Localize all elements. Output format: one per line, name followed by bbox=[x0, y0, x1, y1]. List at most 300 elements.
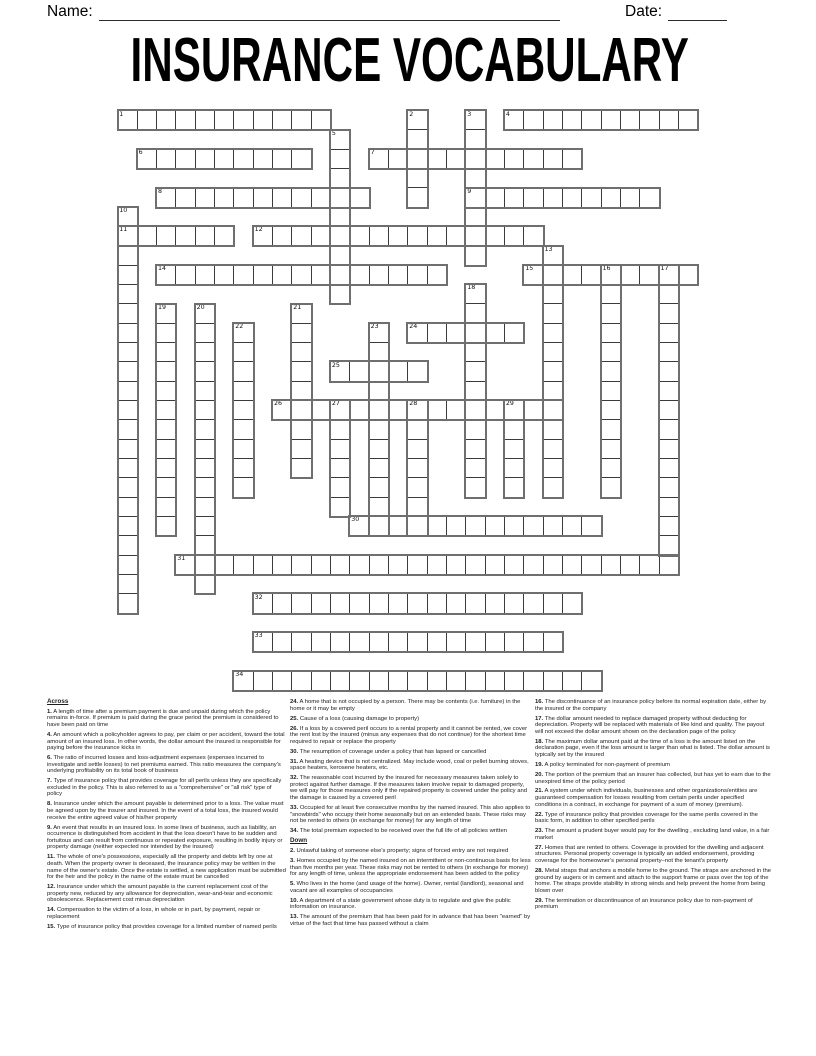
grid-cell[interactable] bbox=[233, 323, 254, 344]
grid-cell[interactable] bbox=[485, 555, 506, 576]
grid-cell[interactable] bbox=[117, 477, 138, 498]
grid-cell[interactable] bbox=[369, 381, 390, 402]
grid-cell[interactable] bbox=[195, 555, 216, 576]
grid-cell[interactable] bbox=[330, 439, 351, 460]
grid-cell[interactable] bbox=[291, 593, 312, 614]
grid-cell[interactable] bbox=[311, 593, 332, 614]
grid-cell[interactable] bbox=[388, 593, 409, 614]
grid-cell[interactable] bbox=[581, 516, 602, 537]
grid-cell[interactable] bbox=[543, 342, 564, 363]
grid-cell[interactable] bbox=[659, 555, 680, 576]
grid-cell[interactable] bbox=[369, 671, 390, 692]
grid-cell[interactable] bbox=[465, 226, 486, 247]
grid-cell[interactable] bbox=[446, 226, 467, 247]
grid-cell[interactable] bbox=[407, 593, 428, 614]
grid-cell[interactable] bbox=[581, 110, 602, 131]
grid-cell[interactable] bbox=[214, 187, 235, 208]
grid-cell[interactable] bbox=[330, 226, 351, 247]
grid-cell[interactable] bbox=[253, 671, 274, 692]
grid-cell[interactable] bbox=[253, 265, 274, 286]
grid-cell[interactable] bbox=[349, 187, 370, 208]
grid-cell[interactable] bbox=[291, 419, 312, 440]
grid-cell[interactable] bbox=[465, 284, 486, 305]
grid-cell[interactable] bbox=[117, 381, 138, 402]
grid-cell[interactable] bbox=[117, 497, 138, 518]
grid-cell[interactable] bbox=[446, 400, 467, 421]
grid-cell[interactable] bbox=[485, 593, 506, 614]
grid-cell[interactable] bbox=[407, 361, 428, 382]
grid-cell[interactable] bbox=[543, 671, 564, 692]
grid-cell[interactable] bbox=[465, 593, 486, 614]
grid-cell[interactable] bbox=[407, 477, 428, 498]
grid-cell[interactable] bbox=[504, 671, 525, 692]
grid-cell[interactable] bbox=[291, 342, 312, 363]
grid-cell[interactable] bbox=[311, 555, 332, 576]
grid-cell[interactable] bbox=[330, 187, 351, 208]
grid-cell[interactable] bbox=[465, 632, 486, 653]
grid-cell[interactable] bbox=[349, 226, 370, 247]
grid-cell[interactable] bbox=[233, 149, 254, 170]
grid-cell[interactable] bbox=[175, 187, 196, 208]
grid-cell[interactable] bbox=[659, 419, 680, 440]
grid-cell[interactable] bbox=[233, 671, 254, 692]
grid-cell[interactable] bbox=[543, 632, 564, 653]
grid-cell[interactable] bbox=[117, 361, 138, 382]
grid-cell[interactable] bbox=[407, 129, 428, 150]
grid-cell[interactable] bbox=[233, 400, 254, 421]
grid-cell[interactable] bbox=[562, 593, 583, 614]
grid-cell[interactable] bbox=[581, 265, 602, 286]
grid-cell[interactable] bbox=[639, 110, 660, 131]
grid-cell[interactable] bbox=[349, 593, 370, 614]
grid-cell[interactable] bbox=[427, 265, 448, 286]
grid-cell[interactable] bbox=[117, 303, 138, 324]
grid-cell[interactable] bbox=[349, 632, 370, 653]
grid-cell[interactable] bbox=[659, 497, 680, 518]
grid-cell[interactable] bbox=[175, 555, 196, 576]
grid-cell[interactable] bbox=[156, 187, 177, 208]
grid-cell[interactable] bbox=[311, 110, 332, 131]
grid-cell[interactable] bbox=[543, 400, 564, 421]
grid-cell[interactable] bbox=[543, 458, 564, 479]
grid-cell[interactable] bbox=[427, 555, 448, 576]
grid-cell[interactable] bbox=[156, 419, 177, 440]
grid-cell[interactable] bbox=[543, 284, 564, 305]
grid-cell[interactable] bbox=[562, 671, 583, 692]
grid-cell[interactable] bbox=[504, 400, 525, 421]
grid-cell[interactable] bbox=[117, 439, 138, 460]
grid-cell[interactable] bbox=[117, 342, 138, 363]
grid-cell[interactable] bbox=[601, 323, 622, 344]
grid-cell[interactable] bbox=[349, 265, 370, 286]
grid-cell[interactable] bbox=[388, 516, 409, 537]
grid-cell[interactable] bbox=[678, 265, 699, 286]
grid-cell[interactable] bbox=[233, 439, 254, 460]
grid-cell[interactable] bbox=[175, 226, 196, 247]
grid-cell[interactable] bbox=[156, 516, 177, 537]
grid-cell[interactable] bbox=[581, 555, 602, 576]
grid-cell[interactable] bbox=[465, 671, 486, 692]
grid-cell[interactable] bbox=[330, 149, 351, 170]
grid-cell[interactable] bbox=[253, 632, 274, 653]
grid-cell[interactable] bbox=[291, 381, 312, 402]
grid-cell[interactable] bbox=[369, 419, 390, 440]
grid-cell[interactable] bbox=[465, 342, 486, 363]
grid-cell[interactable] bbox=[543, 593, 564, 614]
grid-cell[interactable] bbox=[523, 110, 544, 131]
grid-cell[interactable] bbox=[504, 419, 525, 440]
grid-cell[interactable] bbox=[407, 110, 428, 131]
grid-cell[interactable] bbox=[485, 400, 506, 421]
grid-cell[interactable] bbox=[427, 149, 448, 170]
grid-cell[interactable] bbox=[311, 400, 332, 421]
grid-cell[interactable] bbox=[620, 555, 641, 576]
grid-cell[interactable] bbox=[504, 226, 525, 247]
grid-cell[interactable] bbox=[233, 110, 254, 131]
grid-cell[interactable] bbox=[291, 110, 312, 131]
grid-cell[interactable] bbox=[659, 400, 680, 421]
grid-cell[interactable] bbox=[195, 381, 216, 402]
grid-cell[interactable] bbox=[117, 245, 138, 266]
grid-cell[interactable] bbox=[253, 110, 274, 131]
grid-cell[interactable] bbox=[291, 632, 312, 653]
grid-cell[interactable] bbox=[369, 400, 390, 421]
grid-cell[interactable] bbox=[601, 439, 622, 460]
grid-cell[interactable] bbox=[195, 226, 216, 247]
grid-cell[interactable] bbox=[485, 671, 506, 692]
grid-cell[interactable] bbox=[214, 555, 235, 576]
grid-cell[interactable] bbox=[369, 226, 390, 247]
grid-cell[interactable] bbox=[349, 671, 370, 692]
grid-cell[interactable] bbox=[330, 593, 351, 614]
grid-cell[interactable] bbox=[330, 129, 351, 150]
grid-cell[interactable] bbox=[156, 381, 177, 402]
grid-cell[interactable] bbox=[543, 381, 564, 402]
grid-cell[interactable] bbox=[253, 187, 274, 208]
grid-cell[interactable] bbox=[253, 593, 274, 614]
grid-cell[interactable] bbox=[659, 284, 680, 305]
grid-cell[interactable] bbox=[388, 149, 409, 170]
grid-cell[interactable] bbox=[272, 671, 293, 692]
grid-cell[interactable] bbox=[369, 323, 390, 344]
grid-cell[interactable] bbox=[291, 439, 312, 460]
grid-cell[interactable] bbox=[117, 207, 138, 228]
grid-cell[interactable] bbox=[678, 110, 699, 131]
grid-cell[interactable] bbox=[388, 632, 409, 653]
grid-cell[interactable] bbox=[659, 381, 680, 402]
grid-cell[interactable] bbox=[601, 303, 622, 324]
grid-cell[interactable] bbox=[195, 516, 216, 537]
grid-cell[interactable] bbox=[330, 361, 351, 382]
grid-cell[interactable] bbox=[311, 265, 332, 286]
grid-cell[interactable] bbox=[195, 342, 216, 363]
grid-cell[interactable] bbox=[291, 187, 312, 208]
grid-cell[interactable] bbox=[465, 361, 486, 382]
grid-cell[interactable] bbox=[465, 207, 486, 228]
grid-cell[interactable] bbox=[330, 671, 351, 692]
grid-cell[interactable] bbox=[601, 265, 622, 286]
grid-cell[interactable] bbox=[659, 361, 680, 382]
grid-cell[interactable] bbox=[427, 516, 448, 537]
grid-cell[interactable] bbox=[195, 361, 216, 382]
grid-cell[interactable] bbox=[543, 149, 564, 170]
grid-cell[interactable] bbox=[601, 110, 622, 131]
grid-cell[interactable] bbox=[504, 187, 525, 208]
grid-cell[interactable] bbox=[465, 245, 486, 266]
grid-cell[interactable] bbox=[601, 477, 622, 498]
grid-cell[interactable] bbox=[407, 516, 428, 537]
grid-cell[interactable] bbox=[311, 226, 332, 247]
grid-cell[interactable] bbox=[291, 361, 312, 382]
grid-cell[interactable] bbox=[465, 555, 486, 576]
grid-cell[interactable] bbox=[349, 516, 370, 537]
grid-cell[interactable] bbox=[427, 323, 448, 344]
grid-cell[interactable] bbox=[195, 439, 216, 460]
grid-cell[interactable] bbox=[407, 187, 428, 208]
grid-cell[interactable] bbox=[156, 361, 177, 382]
grid-cell[interactable] bbox=[349, 555, 370, 576]
grid-cell[interactable] bbox=[446, 593, 467, 614]
grid-cell[interactable] bbox=[272, 187, 293, 208]
grid-cell[interactable] bbox=[330, 168, 351, 189]
grid-cell[interactable] bbox=[214, 226, 235, 247]
grid-cell[interactable] bbox=[562, 149, 583, 170]
grid-cell[interactable] bbox=[659, 110, 680, 131]
grid-cell[interactable] bbox=[659, 516, 680, 537]
grid-cell[interactable] bbox=[407, 323, 428, 344]
grid-cell[interactable] bbox=[407, 226, 428, 247]
grid-cell[interactable] bbox=[485, 226, 506, 247]
grid-cell[interactable] bbox=[195, 323, 216, 344]
grid-cell[interactable] bbox=[543, 303, 564, 324]
grid-cell[interactable] bbox=[504, 516, 525, 537]
grid-cell[interactable] bbox=[311, 187, 332, 208]
grid-cell[interactable] bbox=[117, 226, 138, 247]
grid-cell[interactable] bbox=[601, 381, 622, 402]
grid-cell[interactable] bbox=[311, 632, 332, 653]
grid-cell[interactable] bbox=[272, 110, 293, 131]
grid-cell[interactable] bbox=[156, 110, 177, 131]
grid-cell[interactable] bbox=[504, 555, 525, 576]
grid-cell[interactable] bbox=[233, 361, 254, 382]
grid-cell[interactable] bbox=[407, 400, 428, 421]
grid-cell[interactable] bbox=[543, 516, 564, 537]
grid-cell[interactable] bbox=[291, 671, 312, 692]
grid-cell[interactable] bbox=[601, 458, 622, 479]
grid-cell[interactable] bbox=[601, 361, 622, 382]
grid-cell[interactable] bbox=[659, 458, 680, 479]
grid-cell[interactable] bbox=[137, 149, 158, 170]
grid-cell[interactable] bbox=[388, 226, 409, 247]
grid-cell[interactable] bbox=[465, 439, 486, 460]
grid-cell[interactable] bbox=[601, 555, 622, 576]
grid-cell[interactable] bbox=[523, 632, 544, 653]
grid-cell[interactable] bbox=[233, 458, 254, 479]
grid-cell[interactable] bbox=[156, 303, 177, 324]
grid-cell[interactable] bbox=[156, 323, 177, 344]
grid-cell[interactable] bbox=[369, 265, 390, 286]
grid-cell[interactable] bbox=[407, 555, 428, 576]
grid-cell[interactable] bbox=[543, 323, 564, 344]
grid-cell[interactable] bbox=[311, 671, 332, 692]
grid-cell[interactable] bbox=[233, 187, 254, 208]
grid-cell[interactable] bbox=[465, 419, 486, 440]
grid-cell[interactable] bbox=[291, 226, 312, 247]
grid-cell[interactable] bbox=[156, 400, 177, 421]
grid-cell[interactable] bbox=[601, 400, 622, 421]
grid-cell[interactable] bbox=[407, 168, 428, 189]
grid-cell[interactable] bbox=[291, 458, 312, 479]
grid-cell[interactable] bbox=[272, 632, 293, 653]
grid-cell[interactable] bbox=[388, 400, 409, 421]
grid-cell[interactable] bbox=[407, 265, 428, 286]
grid-cell[interactable] bbox=[214, 265, 235, 286]
grid-cell[interactable] bbox=[369, 516, 390, 537]
grid-cell[interactable] bbox=[330, 284, 351, 305]
grid-cell[interactable] bbox=[117, 323, 138, 344]
grid-cell[interactable] bbox=[253, 226, 274, 247]
grid-cell[interactable] bbox=[446, 516, 467, 537]
grid-cell[interactable] bbox=[639, 187, 660, 208]
grid-cell[interactable] bbox=[175, 265, 196, 286]
grid-cell[interactable] bbox=[523, 187, 544, 208]
grid-cell[interactable] bbox=[659, 439, 680, 460]
grid-cell[interactable] bbox=[407, 439, 428, 460]
grid-cell[interactable] bbox=[601, 187, 622, 208]
grid-cell[interactable] bbox=[523, 226, 544, 247]
grid-cell[interactable] bbox=[117, 419, 138, 440]
grid-cell[interactable] bbox=[195, 458, 216, 479]
grid-cell[interactable] bbox=[195, 419, 216, 440]
grid-cell[interactable] bbox=[214, 149, 235, 170]
grid-cell[interactable] bbox=[485, 187, 506, 208]
grid-cell[interactable] bbox=[465, 400, 486, 421]
grid-cell[interactable] bbox=[117, 574, 138, 595]
grid-cell[interactable] bbox=[504, 149, 525, 170]
grid-cell[interactable] bbox=[291, 265, 312, 286]
grid-cell[interactable] bbox=[659, 535, 680, 556]
date-input-line[interactable] bbox=[668, 20, 727, 21]
grid-cell[interactable] bbox=[465, 187, 486, 208]
grid-cell[interactable] bbox=[601, 419, 622, 440]
grid-cell[interactable] bbox=[562, 187, 583, 208]
grid-cell[interactable] bbox=[601, 284, 622, 305]
grid-cell[interactable] bbox=[156, 149, 177, 170]
grid-cell[interactable] bbox=[465, 303, 486, 324]
grid-cell[interactable] bbox=[175, 149, 196, 170]
grid-cell[interactable] bbox=[562, 265, 583, 286]
grid-cell[interactable] bbox=[369, 477, 390, 498]
grid-cell[interactable] bbox=[117, 284, 138, 305]
grid-cell[interactable] bbox=[330, 497, 351, 518]
grid-cell[interactable] bbox=[504, 593, 525, 614]
grid-cell[interactable] bbox=[562, 555, 583, 576]
grid-cell[interactable] bbox=[485, 323, 506, 344]
grid-cell[interactable] bbox=[543, 439, 564, 460]
grid-cell[interactable] bbox=[620, 265, 641, 286]
grid-cell[interactable] bbox=[330, 207, 351, 228]
grid-cell[interactable] bbox=[485, 632, 506, 653]
grid-cell[interactable] bbox=[117, 110, 138, 131]
grid-cell[interactable] bbox=[388, 265, 409, 286]
grid-cell[interactable] bbox=[562, 110, 583, 131]
grid-cell[interactable] bbox=[195, 110, 216, 131]
grid-cell[interactable] bbox=[465, 323, 486, 344]
grid-cell[interactable] bbox=[272, 555, 293, 576]
grid-cell[interactable] bbox=[369, 555, 390, 576]
grid-cell[interactable] bbox=[407, 419, 428, 440]
grid-cell[interactable] bbox=[504, 458, 525, 479]
grid-cell[interactable] bbox=[369, 632, 390, 653]
grid-cell[interactable] bbox=[233, 555, 254, 576]
grid-cell[interactable] bbox=[195, 149, 216, 170]
grid-cell[interactable] bbox=[523, 400, 544, 421]
grid-cell[interactable] bbox=[330, 265, 351, 286]
grid-cell[interactable] bbox=[465, 129, 486, 150]
grid-cell[interactable] bbox=[195, 400, 216, 421]
grid-cell[interactable] bbox=[117, 400, 138, 421]
grid-cell[interactable] bbox=[388, 671, 409, 692]
grid-cell[interactable] bbox=[214, 110, 235, 131]
grid-cell[interactable] bbox=[369, 342, 390, 363]
name-input-line[interactable] bbox=[99, 20, 560, 21]
grid-cell[interactable] bbox=[233, 381, 254, 402]
grid-cell[interactable] bbox=[446, 149, 467, 170]
grid-cell[interactable] bbox=[543, 110, 564, 131]
grid-cell[interactable] bbox=[620, 187, 641, 208]
grid-cell[interactable] bbox=[369, 361, 390, 382]
grid-cell[interactable] bbox=[117, 535, 138, 556]
grid-cell[interactable] bbox=[562, 516, 583, 537]
grid-cell[interactable] bbox=[407, 149, 428, 170]
grid-cell[interactable] bbox=[523, 516, 544, 537]
grid-cell[interactable] bbox=[137, 226, 158, 247]
grid-cell[interactable] bbox=[427, 593, 448, 614]
grid-cell[interactable] bbox=[272, 400, 293, 421]
grid-cell[interactable] bbox=[291, 555, 312, 576]
grid-cell[interactable] bbox=[156, 439, 177, 460]
grid-cell[interactable] bbox=[465, 381, 486, 402]
grid-cell[interactable] bbox=[195, 303, 216, 324]
grid-cell[interactable] bbox=[117, 593, 138, 614]
grid-cell[interactable] bbox=[253, 149, 274, 170]
grid-cell[interactable] bbox=[156, 342, 177, 363]
grid-cell[interactable] bbox=[330, 555, 351, 576]
grid-cell[interactable] bbox=[349, 361, 370, 382]
grid-cell[interactable] bbox=[330, 632, 351, 653]
grid-cell[interactable] bbox=[543, 361, 564, 382]
grid-cell[interactable] bbox=[117, 265, 138, 286]
grid-cell[interactable] bbox=[272, 226, 293, 247]
grid-cell[interactable] bbox=[639, 265, 660, 286]
grid-cell[interactable] bbox=[349, 400, 370, 421]
grid-cell[interactable] bbox=[369, 439, 390, 460]
grid-cell[interactable] bbox=[523, 555, 544, 576]
grid-cell[interactable] bbox=[272, 265, 293, 286]
grid-cell[interactable] bbox=[195, 265, 216, 286]
grid-cell[interactable] bbox=[407, 671, 428, 692]
grid-cell[interactable] bbox=[195, 535, 216, 556]
grid-cell[interactable] bbox=[427, 226, 448, 247]
grid-cell[interactable] bbox=[427, 632, 448, 653]
grid-cell[interactable] bbox=[465, 149, 486, 170]
grid-cell[interactable] bbox=[156, 265, 177, 286]
grid-cell[interactable] bbox=[156, 226, 177, 247]
grid-cell[interactable] bbox=[117, 516, 138, 537]
grid-cell[interactable] bbox=[369, 497, 390, 518]
grid-cell[interactable] bbox=[504, 439, 525, 460]
grid-cell[interactable] bbox=[117, 555, 138, 576]
